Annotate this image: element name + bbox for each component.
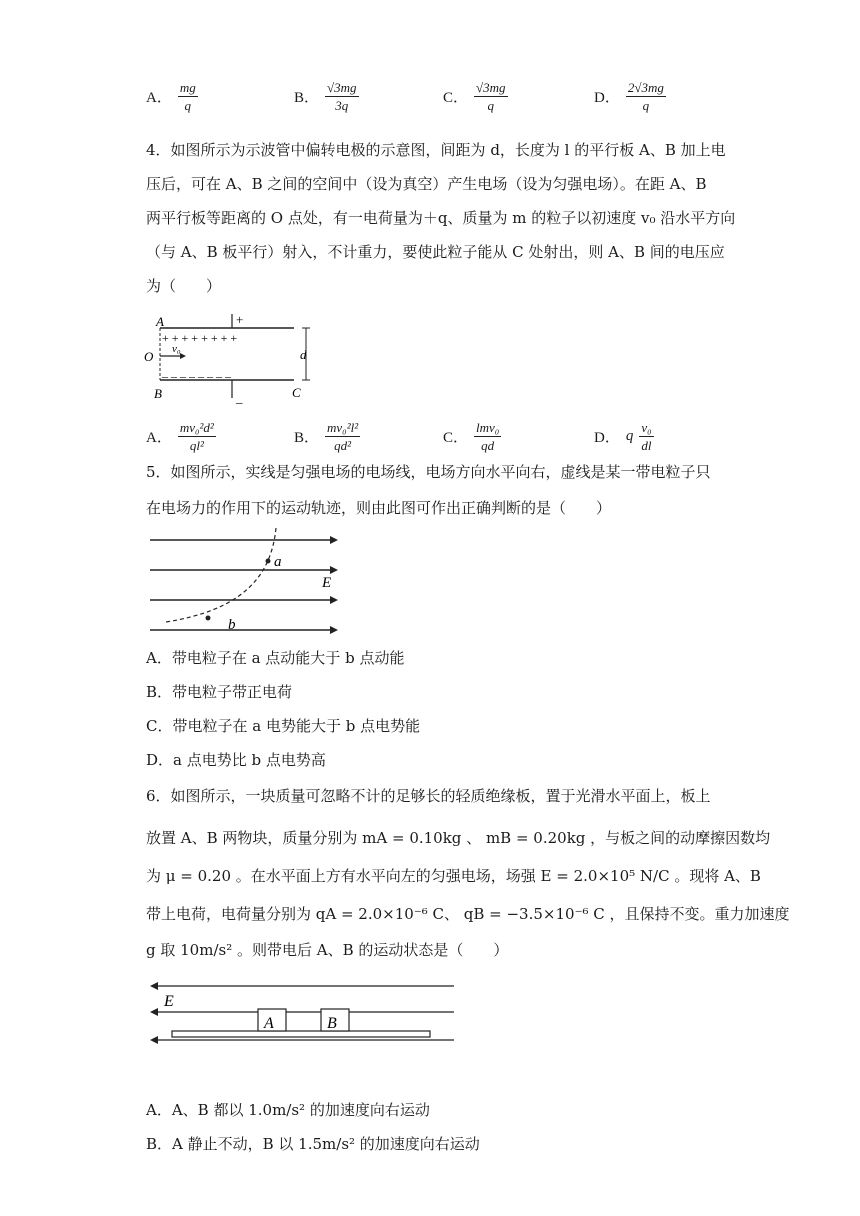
option-letter: A． bbox=[146, 90, 172, 106]
q4-line-1: 4．如图所示为示波管中偏转电极的示意图，间距为 d，长度为 l 的平行板 A、B 加上电 bbox=[146, 141, 726, 159]
q6-option-b[interactable]: B．A 静止不动，B 以 1.5m/s² 的加速度向右运动 bbox=[146, 1135, 480, 1153]
q5-option-c[interactable]: C．带电粒子在 a 电势能大于 b 点电势能 bbox=[146, 717, 421, 735]
fraction bbox=[178, 420, 216, 453]
q6-line-1: 6．如图所示，一块质量可忽略不计的足够长的轻质绝缘板，置于光滑水平面上，板上 bbox=[146, 787, 711, 805]
q4-option-d[interactable] bbox=[594, 420, 654, 453]
option-letter: B． bbox=[294, 90, 320, 106]
q6-option-a[interactable]: A．A、B 都以 1.0m/s² 的加速度向右运动 bbox=[146, 1101, 430, 1119]
q4-line-5: 为（ ） bbox=[146, 277, 222, 295]
q4-line-3: 两平行板等距离的 O 点处，有一电荷量为＋q、质量为 m 的粒子以初速度 v₀ 沿水平方向 bbox=[146, 209, 736, 227]
fraction bbox=[626, 80, 666, 113]
fraction bbox=[325, 80, 359, 113]
insulating-board bbox=[172, 1031, 430, 1037]
point-b bbox=[206, 616, 211, 621]
label-b: b bbox=[228, 617, 236, 633]
plus-charges-row: + + + + + + + + bbox=[162, 331, 238, 345]
numerator: mg bbox=[179, 80, 196, 95]
option-letter: C． bbox=[443, 90, 469, 106]
q5-option-d[interactable]: D．a 点电势比 b 点电势高 bbox=[146, 751, 326, 769]
q3-option-c[interactable] bbox=[443, 80, 508, 113]
minus-charges-row: _ _ _ _ _ _ _ _ bbox=[162, 365, 231, 379]
fraction bbox=[474, 80, 508, 113]
numerator: √3mg bbox=[476, 80, 506, 95]
option-letter: A． bbox=[146, 430, 172, 446]
point-a bbox=[266, 559, 271, 564]
denominator: qd² bbox=[334, 438, 352, 453]
label-a: A bbox=[156, 314, 164, 329]
label-plus: + bbox=[236, 312, 244, 327]
field-arrowheads bbox=[330, 536, 338, 634]
numerator: mv₀²l² bbox=[327, 420, 359, 435]
option-letter: B． bbox=[294, 430, 320, 446]
q5-option-b[interactable]: B．带电粒子带正电荷 bbox=[146, 683, 293, 701]
q6-line-2: 放置 A、B 两物块，质量分别为 mA = 0.10kg 、 mB = 0.20kg ，与板之间的动摩擦因数均 bbox=[146, 829, 771, 847]
denominator: q bbox=[184, 98, 192, 113]
velocity-arrowhead bbox=[180, 353, 186, 359]
q6-line-5: g 取 10m/s² 。则带电后 A、B 的运动状态是（ ） bbox=[146, 941, 509, 959]
numerator: 2√3mg bbox=[627, 80, 664, 95]
particle-trajectory bbox=[166, 528, 276, 622]
q5-option-a[interactable]: A．带电粒子在 a 点动能大于 b 点动能 bbox=[146, 649, 405, 667]
label-o: O bbox=[144, 349, 154, 364]
denominator: qd bbox=[481, 438, 495, 453]
arrowhead bbox=[330, 596, 338, 604]
denominator: ql² bbox=[189, 438, 204, 453]
fraction bbox=[639, 420, 653, 453]
label-minus: _ bbox=[236, 390, 243, 405]
label-d: d bbox=[300, 347, 307, 362]
option-letter: D． bbox=[594, 90, 620, 106]
numerator: √3mg bbox=[327, 80, 357, 95]
q6-line-4: 带上电荷，电荷量分别为 qA = 2.0×10⁻⁶ C、 qB = −3.5×10⁻⁶ C ，且保持不变。重力加速度 bbox=[146, 905, 790, 923]
q4-option-a[interactable] bbox=[146, 420, 216, 453]
q5-electric-field-figure bbox=[146, 528, 346, 638]
denominator: dl bbox=[641, 438, 652, 453]
arrowhead bbox=[150, 1008, 158, 1016]
option-prefix: q bbox=[625, 428, 634, 444]
label-e: E bbox=[322, 575, 332, 591]
q4-option-c[interactable] bbox=[443, 420, 501, 453]
q5-line-1: 5．如图所示，实线是匀强电场的电场线，电场方向水平向右，虚线是某一带电粒子只 bbox=[146, 463, 711, 481]
q6-line-3: 为 μ = 0.20 。在水平面上方有水平向左的匀强电场，场强 E = 2.0×10⁵ N/C 。现将 A、B bbox=[146, 867, 761, 885]
q4-line-4: （与 A、B 板平行）射入，不计重力，要使此粒子能从 C 处射出，则 A、B 间的电压应 bbox=[146, 243, 725, 261]
denominator: 3q bbox=[335, 98, 349, 113]
arrowhead bbox=[330, 566, 338, 574]
q4-deflection-plate-figure bbox=[140, 306, 340, 410]
numerator: v₀ bbox=[641, 420, 652, 435]
q5-line-2: 在电场力的作用下的运动轨迹，则由此图可作出正确判断的是（ ） bbox=[146, 499, 612, 517]
q4-line-2: 压后，可在 A、B 之间的空间中（设为真空）产生电场（设为匀强电场）。在距 A、B bbox=[146, 175, 707, 193]
label-v0: v₀ bbox=[172, 343, 181, 355]
q6-board-blocks-figure bbox=[146, 976, 466, 1052]
q3-option-d[interactable] bbox=[594, 80, 666, 113]
label-a: A bbox=[264, 1015, 274, 1032]
q3-option-b[interactable] bbox=[294, 80, 359, 113]
option-letter: D． bbox=[594, 430, 620, 446]
label-b: B bbox=[154, 386, 162, 401]
q3-option-a[interactable] bbox=[146, 80, 198, 113]
arrowhead bbox=[330, 626, 338, 634]
field-arrowheads bbox=[150, 982, 158, 1044]
arrowhead bbox=[150, 1036, 158, 1044]
fraction bbox=[178, 80, 198, 113]
option-letter: C． bbox=[443, 430, 469, 446]
field-lines bbox=[150, 540, 330, 630]
arrowhead bbox=[330, 536, 338, 544]
fraction bbox=[474, 420, 501, 453]
fraction bbox=[325, 420, 360, 453]
label-c: C bbox=[292, 385, 301, 400]
label-a: a bbox=[274, 554, 282, 570]
denominator: q bbox=[642, 98, 650, 113]
denominator: q bbox=[487, 98, 495, 113]
label-e: E bbox=[164, 993, 174, 1010]
label-b: B bbox=[327, 1015, 337, 1032]
numerator: lmv₀ bbox=[476, 420, 500, 435]
q4-option-b[interactable] bbox=[294, 420, 360, 453]
arrowhead bbox=[150, 982, 158, 990]
numerator: mv₀²d² bbox=[179, 420, 214, 435]
